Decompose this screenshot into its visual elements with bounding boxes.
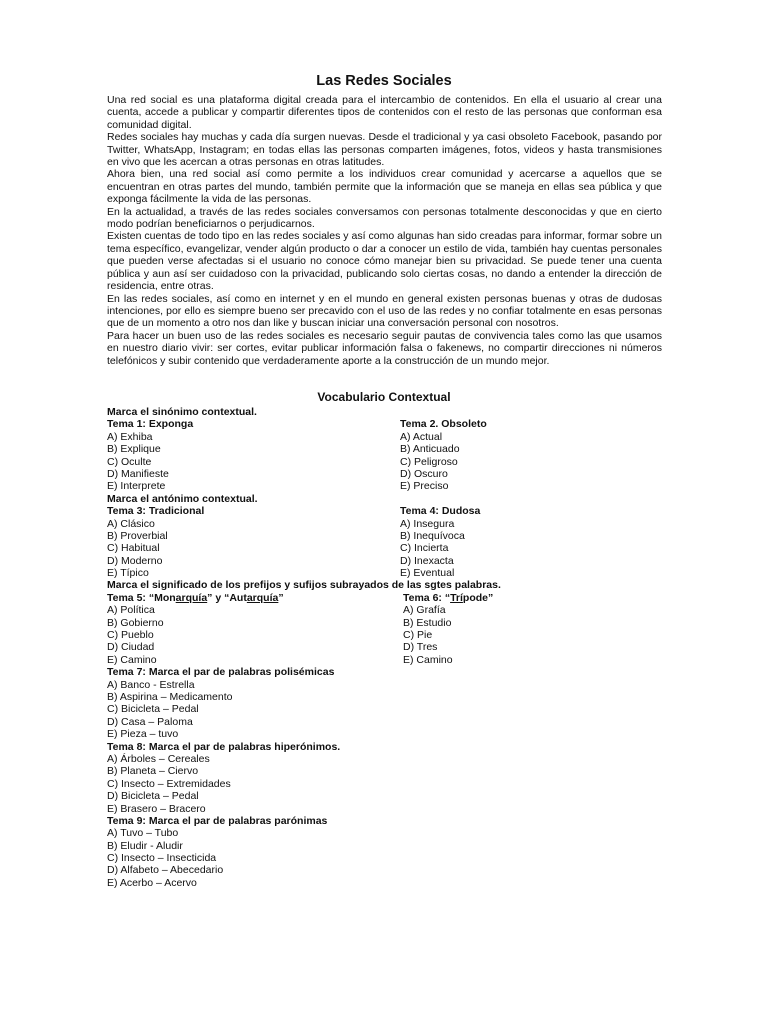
instruction: Marca el sinónimo contextual. — [107, 406, 257, 418]
instruction: Marca el antónimo contextual. — [107, 492, 258, 505]
option: D) Manifieste — [107, 467, 169, 480]
option: E) Eventual — [400, 567, 455, 580]
page-title: Las Redes Sociales — [316, 73, 452, 89]
option-row — [107, 542, 667, 554]
option: C) Habitual — [107, 542, 160, 555]
underlined-affix: arquía — [246, 591, 279, 604]
option: E) Camino — [403, 653, 453, 666]
tema-title-part: ” y “Aut — [207, 591, 247, 604]
intro-paragraph: Una red social es una plataforma digital creada para el intercambio de contenidos. En ella el usuario al crear una cuenta, accede a publicar y compartir diferentes tipos de contenidos con el resto de las personas que conforman esa comunidad digital. — [107, 94, 662, 131]
tema-title-part: pode” — [462, 591, 494, 604]
option: D) Casa – Paloma — [107, 715, 193, 728]
option-row — [107, 604, 667, 616]
option: A) Grafía — [403, 604, 446, 617]
underlined-affix: arquía — [175, 591, 208, 604]
option: B) Estudio — [403, 616, 452, 629]
intro-paragraph: Ahora bien, una red social así como permite a los individuos crear comunidad y acercarse a aquellos que se encuentran en otras partes del mundo, también permite que la información que se maneja en ellas sea pública y que exponga fácilmente la vida de las personas. — [107, 168, 662, 206]
exercises — [107, 406, 667, 889]
option: C) Pie — [403, 629, 433, 642]
option-row — [107, 617, 667, 629]
intro-paragraph: Existen cuentas de todo tipo en las redes sociales y así como algunas han sido creadas para informar, formar sobre un tema específico, evangelizar, vender algún producto o dar a conocer un estilo de vida, también hay cuentas personales que pueden verse afectadas si el usuario no conoce cómo manejar bien su privacidad. Se puede tener una cuenta pública y aun así ser cuidadoso con la privacidad, publicando solo ciertas cosas, no dando a entender la dirección de residencia, entre otras. — [107, 230, 662, 293]
option-row — [107, 555, 667, 567]
option-row — [107, 480, 667, 492]
option-row — [107, 518, 667, 530]
option-row — [107, 530, 667, 542]
option: A) Política — [107, 604, 155, 617]
option: A) Insegura — [400, 517, 455, 530]
option: D) Alfabeto – Abecedario — [107, 864, 224, 877]
option-row — [107, 629, 667, 641]
option: C) Bicicleta – Pedal — [107, 703, 199, 716]
option: B) Proverbial — [107, 529, 168, 542]
option: B) Gobierno — [107, 616, 164, 629]
option: C) Incierta — [400, 542, 449, 555]
option: B) Anticuado — [400, 443, 460, 456]
tema-title — [403, 592, 493, 604]
option: D) Oscuro — [400, 467, 448, 480]
option: E) Acerbo – Acervo — [107, 876, 197, 889]
option: D) Moderno — [107, 554, 163, 567]
section-title: Vocabulario Contextual — [317, 390, 451, 404]
option: C) Insecto – Extremidades — [107, 777, 231, 790]
tema-title-part: Tema 5: “Mon — [107, 591, 176, 604]
tema-title-part: ” — [278, 591, 284, 604]
intro-paragraph: En la actualidad, a través de las redes sociales conversamos con personas totalmente desconocidas y que en cierto modo podrían beneficiarnos o perjudicarnos. — [107, 205, 662, 231]
option: A) Banco - Estrella — [107, 678, 195, 691]
option: E) Camino — [107, 653, 157, 666]
option: E) Interprete — [107, 480, 166, 493]
tema-header-row — [107, 418, 667, 430]
option: B) Planeta – Ciervo — [107, 765, 199, 778]
option: C) Oculte — [107, 455, 152, 468]
tema-title-part: Tema 6: “ — [403, 591, 451, 604]
option: C) Insecto – Insecticida — [107, 852, 217, 865]
option: E) Pieza – tuvo — [107, 728, 179, 741]
tema-title: Tema 3: Tradicional — [107, 505, 205, 518]
option: D) Tres — [403, 641, 438, 654]
intro-paragraph: Redes sociales hay muchas y cada día surgen nuevas. Desde el tradicional y ya casi obsoleto Facebook, pasando por Twitter, WhatsApp, Instagram; en todas ellas las personas comparten imágenes, fotos, videos y hasta transmisiones en vivo que les acercan a otras personas en otras latitudes. — [107, 131, 662, 169]
option: A) Tuvo – Tubo — [107, 827, 179, 840]
option: B) Inequívoca — [400, 529, 465, 542]
instruction: Marca el significado de los prefijos y sufijos subrayados de las sgtes palabras. — [107, 579, 501, 592]
intro-paragraph: En las redes sociales, así como en internet y en el mundo en general existen personas buenas y otras de dudosas intenciones, por ello es siempre bueno ser precavido con el uso de las redes y no confiar totalmente en esas personas que de un momento a otro nos dan like y buscan iniciar una conversación personal con nosotros. — [107, 292, 662, 330]
tema-title: Tema 7: Marca el par de palabras polisémicas — [107, 666, 335, 679]
option: B) Aspirina – Medicamento — [107, 690, 233, 703]
tema-header-row — [107, 505, 667, 517]
option: A) Actual — [400, 430, 443, 443]
option-row — [107, 567, 667, 579]
option: C) Peligroso — [400, 455, 458, 468]
tema-title: Tema 4: Dudosa — [400, 505, 481, 518]
underlined-affix: Trí — [450, 591, 463, 604]
option-row — [107, 431, 667, 443]
tema-title: Tema 9: Marca el par de palabras parónimas — [107, 814, 328, 827]
intro-text — [107, 94, 662, 367]
option: B) Eludir - Aludir — [107, 839, 183, 852]
option: A) Exhiba — [107, 430, 153, 443]
option: C) Pueblo — [107, 629, 154, 642]
option: A) Árboles – Cereales — [107, 752, 210, 765]
option-row — [107, 468, 667, 480]
option-row — [107, 654, 667, 666]
option: E) Típico — [107, 567, 149, 580]
tema-title: Tema 1: Exponga — [107, 418, 194, 431]
option: D) Inexacta — [400, 554, 454, 567]
option-row — [107, 641, 667, 653]
option: E) Preciso — [400, 480, 449, 493]
option: D) Ciudad — [107, 641, 155, 654]
tema-title: Tema 2. Obsoleto — [400, 418, 487, 431]
option: A) Clásico — [107, 517, 155, 530]
option-row — [107, 443, 667, 455]
option: E) Brasero – Bracero — [107, 802, 206, 815]
tema-title — [107, 592, 284, 604]
intro-paragraph: Para hacer un buen uso de las redes sociales es necesario seguir pautas de convivencia tales como las que usamos en nuestro diario vivir: ser cortes, evitar publicar información falsa o fakenews, no compartir direcciones ni números telefónicos y subir contenido que verdaderamente aporte a la construcción de un mundo mejor. — [107, 329, 662, 367]
tema-header-row — [107, 592, 667, 604]
option: B) Explique — [107, 443, 161, 456]
option-row — [107, 456, 667, 468]
option: D) Bicicleta – Pedal — [107, 790, 199, 803]
tema-title: Tema 8: Marca el par de palabras hiperónimos. — [107, 740, 341, 753]
